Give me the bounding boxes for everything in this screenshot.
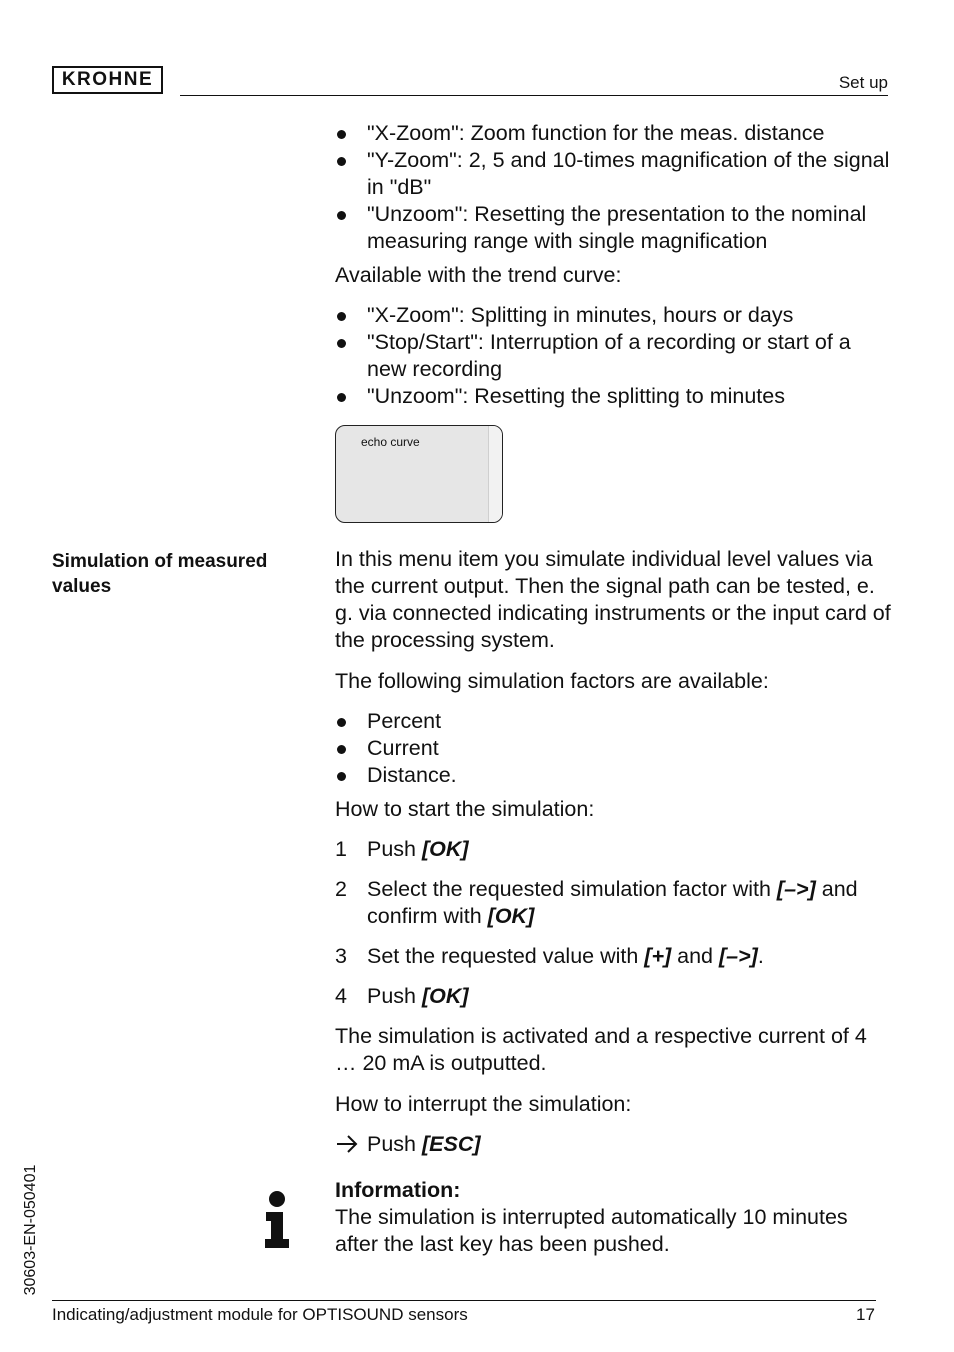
step-3: 3 Set the requested value with [+] and [–>].: [335, 944, 764, 968]
interrupt-step: Push [ESC]: [335, 1131, 891, 1158]
list-item: "Y-Zoom": 2, 5 and 10-times magnification of the signal in "dB": [335, 147, 891, 201]
header-divider: [180, 95, 888, 96]
information-icon: [262, 1190, 292, 1250]
simulation-activated: The simulation is activated and a respective current of 4 … 20 mA is outputted.: [335, 1024, 867, 1075]
zoom-bullet-list: [335, 120, 891, 255]
list-item: "Unzoom": Resetting the splitting to minutes: [335, 383, 891, 410]
display-scrollbar: [488, 426, 502, 522]
arrow-key: [–>]: [776, 877, 816, 901]
information-text: The simulation is interrupted automatically 10 minutes after the last key has been pushed.: [335, 1205, 848, 1256]
bullet-icon: [337, 745, 346, 754]
section-title: Set up: [838, 73, 888, 92]
step-4: 4 Push [OK]: [335, 984, 469, 1008]
simulation-heading: Simulation of measured values: [52, 551, 268, 597]
display-label: echo curve: [361, 435, 420, 449]
step-number: 3: [335, 944, 347, 968]
bullet-icon: [337, 211, 346, 220]
step-number: 2: [335, 877, 347, 901]
list-item: Distance.: [335, 762, 891, 789]
factors-intro: The following simulation factors are available:: [335, 669, 769, 693]
trend-intro: Available with the trend curve:: [335, 263, 622, 287]
trend-bullet-list: [335, 302, 891, 410]
footer-title: Indicating/adjustment module for OPTISOUND sensors: [52, 1305, 468, 1324]
footer-divider: [52, 1300, 876, 1301]
list-item: "Stop/Start": Interruption of a recording or start of a new recording: [335, 329, 891, 383]
bullet-icon: [337, 130, 346, 139]
bullet-icon: [337, 312, 346, 321]
list-item: "X-Zoom": Zoom function for the meas. distance: [335, 120, 891, 147]
simulation-intro: In this menu item you simulate individual level values via the current output. Then the signal path can be tested, e. g. via connected indicating instruments or the input card of the processing system.: [335, 547, 891, 652]
esc-key: [ESC]: [421, 1132, 481, 1156]
ok-key: [OK]: [487, 904, 535, 928]
plus-key: [+]: [644, 944, 672, 968]
list-item: "Unzoom": Resetting the presentation to the nominal measuring range with single magnification: [335, 201, 891, 255]
bullet-icon: [337, 157, 346, 166]
arrow-key: [–>]: [719, 944, 758, 968]
bullet-icon: [337, 393, 346, 402]
page-number: 17: [856, 1305, 875, 1324]
display-screen: [335, 425, 503, 523]
interrupt-intro: How to interrupt the simulation:: [335, 1092, 632, 1116]
main-content: [335, 120, 891, 1258]
information-title: Information:: [335, 1178, 461, 1202]
krohne-logo: KROHNE: [52, 66, 163, 94]
ok-key: [OK]: [421, 837, 469, 861]
step-number: 1: [335, 837, 347, 861]
step-1: 1 Push [OK]: [335, 837, 469, 861]
factors-list: [335, 708, 891, 789]
bullet-icon: [337, 718, 346, 727]
list-item: "X-Zoom": Splitting in minutes, hours or days: [335, 302, 891, 329]
list-item: Percent: [335, 708, 891, 735]
step-2: 2 Select the requested simulation factor with [–>] and confirm with [OK]: [335, 877, 858, 928]
bullet-icon: [337, 772, 346, 781]
bullet-icon: [337, 339, 346, 348]
arrow-right-icon: [335, 1131, 359, 1162]
document-id: 30603-EN-050401: [22, 1164, 39, 1296]
list-item: Current: [335, 735, 891, 762]
start-intro: How to start the simulation:: [335, 797, 595, 821]
step-number: 4: [335, 984, 347, 1008]
ok-key: [OK]: [421, 984, 469, 1008]
